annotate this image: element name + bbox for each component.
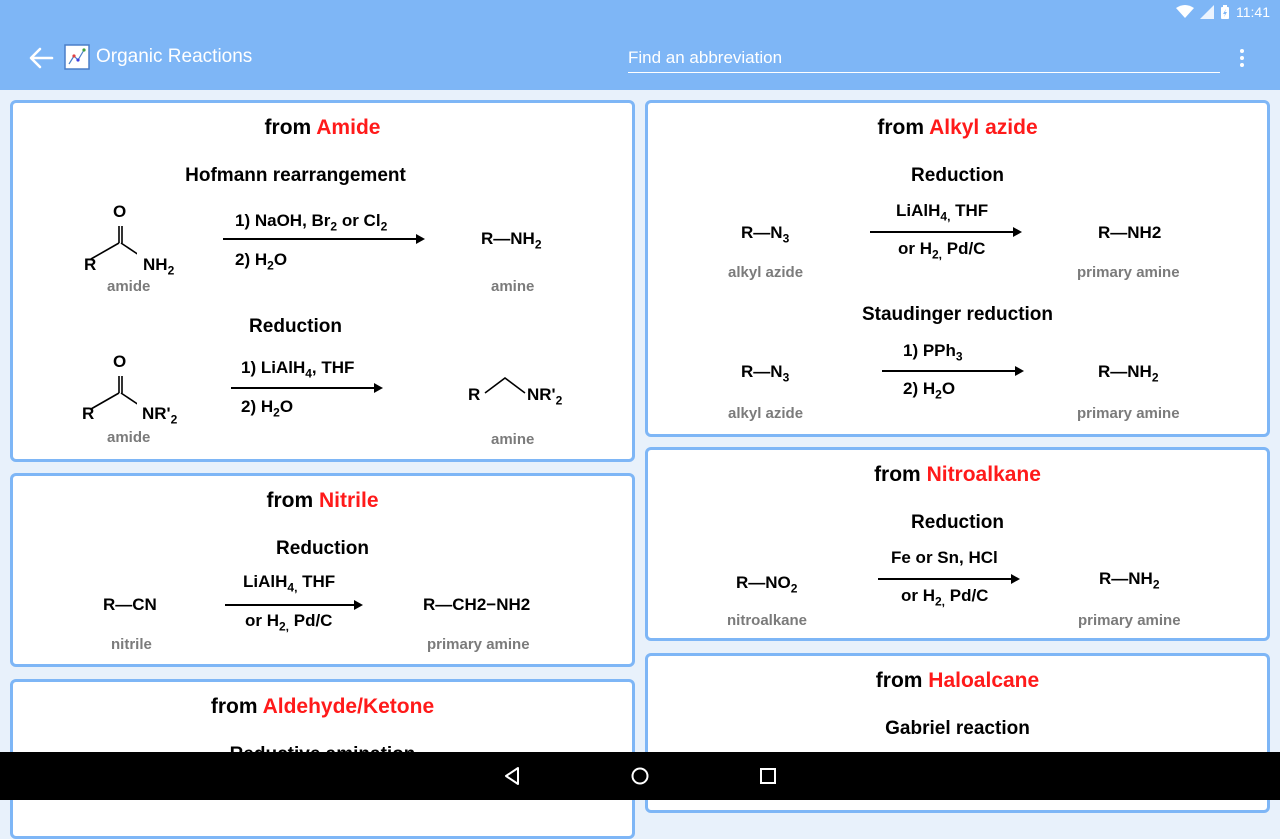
product: $R—NH_2$	[1098, 362, 1159, 385]
reactant-caption: nitroalkane	[727, 612, 808, 629]
condition-2: or $H_{2,}$ Pd/C	[245, 611, 333, 634]
source-name: Alkyl azide	[929, 116, 1038, 139]
clock: 11:41	[1236, 4, 1270, 20]
reactant-caption: amide	[107, 278, 151, 295]
condition-1: LiAlH$_{4,}$ THF	[243, 572, 336, 595]
reaction-arrow	[231, 387, 381, 389]
battery-icon	[1220, 5, 1230, 20]
status-bar	[0, 0, 1280, 26]
product-caption: amine	[491, 278, 535, 295]
condition-1: Fe or Sn, HCl	[891, 548, 998, 567]
product-caption: amine	[491, 431, 535, 448]
condition-2: or $H_{2,}$ Pd/C	[898, 239, 986, 262]
nav-back-icon[interactable]	[500, 764, 524, 788]
reaction-arrow	[870, 231, 1020, 233]
product-caption: primary amine	[1077, 405, 1180, 422]
reaction-arrow	[882, 370, 1022, 372]
source-name: Nitrile	[318, 489, 379, 512]
product-caption: primary amine	[1077, 264, 1180, 281]
app-logo-icon	[64, 44, 90, 70]
reaction-name: Reduction	[276, 538, 369, 559]
nav-home-icon[interactable]	[628, 764, 652, 788]
condition-2: 2) $H_2O$	[241, 397, 294, 420]
reactant-caption: alkyl azide	[728, 405, 804, 422]
reaction-name: Hofmann rearrangement	[185, 165, 406, 186]
reaction-name: Reduction	[911, 512, 1004, 533]
condition-2: 2) $H_2O$	[903, 379, 956, 402]
back-arrow-icon[interactable]	[26, 44, 56, 72]
reactant: $R—NO_2$	[736, 573, 798, 596]
condition-1: 1) LiAlH$_4$, THF	[241, 358, 355, 381]
status-icons	[1176, 4, 1270, 20]
product-caption: primary amine	[427, 636, 530, 653]
reactant: $R—N_3$	[741, 362, 790, 385]
reaction-name: Reduction	[249, 316, 342, 337]
reaction-arrow	[223, 238, 423, 240]
product: R—NH2	[1098, 223, 1162, 242]
atom-r: R	[84, 255, 97, 274]
atom-n: $NR'_2$	[142, 404, 178, 427]
atom-r: R	[468, 385, 481, 404]
condition-2: or $H_{2,}$ Pd/C	[901, 586, 989, 609]
atom-n: $NH_2$	[143, 255, 175, 278]
card-title: from Alkyl azide	[877, 116, 1038, 139]
reaction-arrow	[225, 604, 361, 606]
overflow-menu-icon[interactable]	[1232, 46, 1252, 70]
card-title: from Haloalcane	[875, 669, 1040, 692]
reactant: R—CN	[103, 595, 157, 614]
card-title: from Nitroalkane	[874, 463, 1041, 486]
condition-1: 1) NaOH, $Br_2$ or $Cl_2$	[235, 211, 388, 234]
card-title: from Nitrile	[266, 489, 379, 512]
reaction-name: Gabriel reaction	[885, 718, 1030, 739]
atom-n: $NR'_2$	[527, 385, 563, 408]
source-name: Aldehyde/Ketone	[262, 695, 435, 718]
amine-structure	[483, 373, 533, 403]
source-name: Haloalcane	[928, 669, 1040, 692]
source-name: Nitroalkane	[926, 463, 1041, 486]
app-bar	[0, 26, 1280, 90]
atom-o: O	[113, 352, 127, 371]
condition-1: LiAlH$_{4,}$ THF	[896, 201, 989, 224]
card-title: from Aldehyde/Ketone	[210, 695, 435, 718]
product: R—CH2−NH2	[423, 595, 531, 614]
reaction-name: Reduction	[911, 165, 1004, 186]
product: $R—NH_2$	[1099, 569, 1160, 592]
source-name: Amide	[316, 116, 381, 139]
card-alkyl-azide[interactable]	[645, 100, 1270, 437]
reactant-caption: nitrile	[111, 636, 152, 653]
cell-signal-icon	[1200, 5, 1214, 19]
condition-1: 1) PPh$_3$	[903, 341, 963, 364]
card-nitrile[interactable]	[10, 473, 635, 667]
nav-recents-icon[interactable]	[756, 764, 780, 788]
reactant-caption: amide	[107, 429, 151, 446]
product-caption: primary amine	[1078, 612, 1181, 629]
card-nitroalkane[interactable]	[645, 447, 1270, 641]
wifi-icon	[1176, 5, 1194, 19]
system-nav-bar	[0, 752, 1280, 800]
reaction-arrow	[878, 578, 1018, 580]
product: $R—NH_2$	[481, 229, 542, 252]
search-input[interactable]	[628, 44, 1220, 73]
atom-o: O	[113, 202, 127, 221]
card-title: from Amide	[264, 116, 381, 139]
condition-2: 2) $H_2O$	[235, 250, 288, 273]
app-title: Organic Reactions	[96, 46, 253, 67]
reaction-name: Staudinger reduction	[861, 304, 1054, 325]
reactant: $R—N_3$	[741, 223, 790, 246]
atom-r: R	[82, 404, 95, 423]
card-amide[interactable]	[10, 100, 635, 462]
reactant-caption: alkyl azide	[728, 264, 804, 281]
